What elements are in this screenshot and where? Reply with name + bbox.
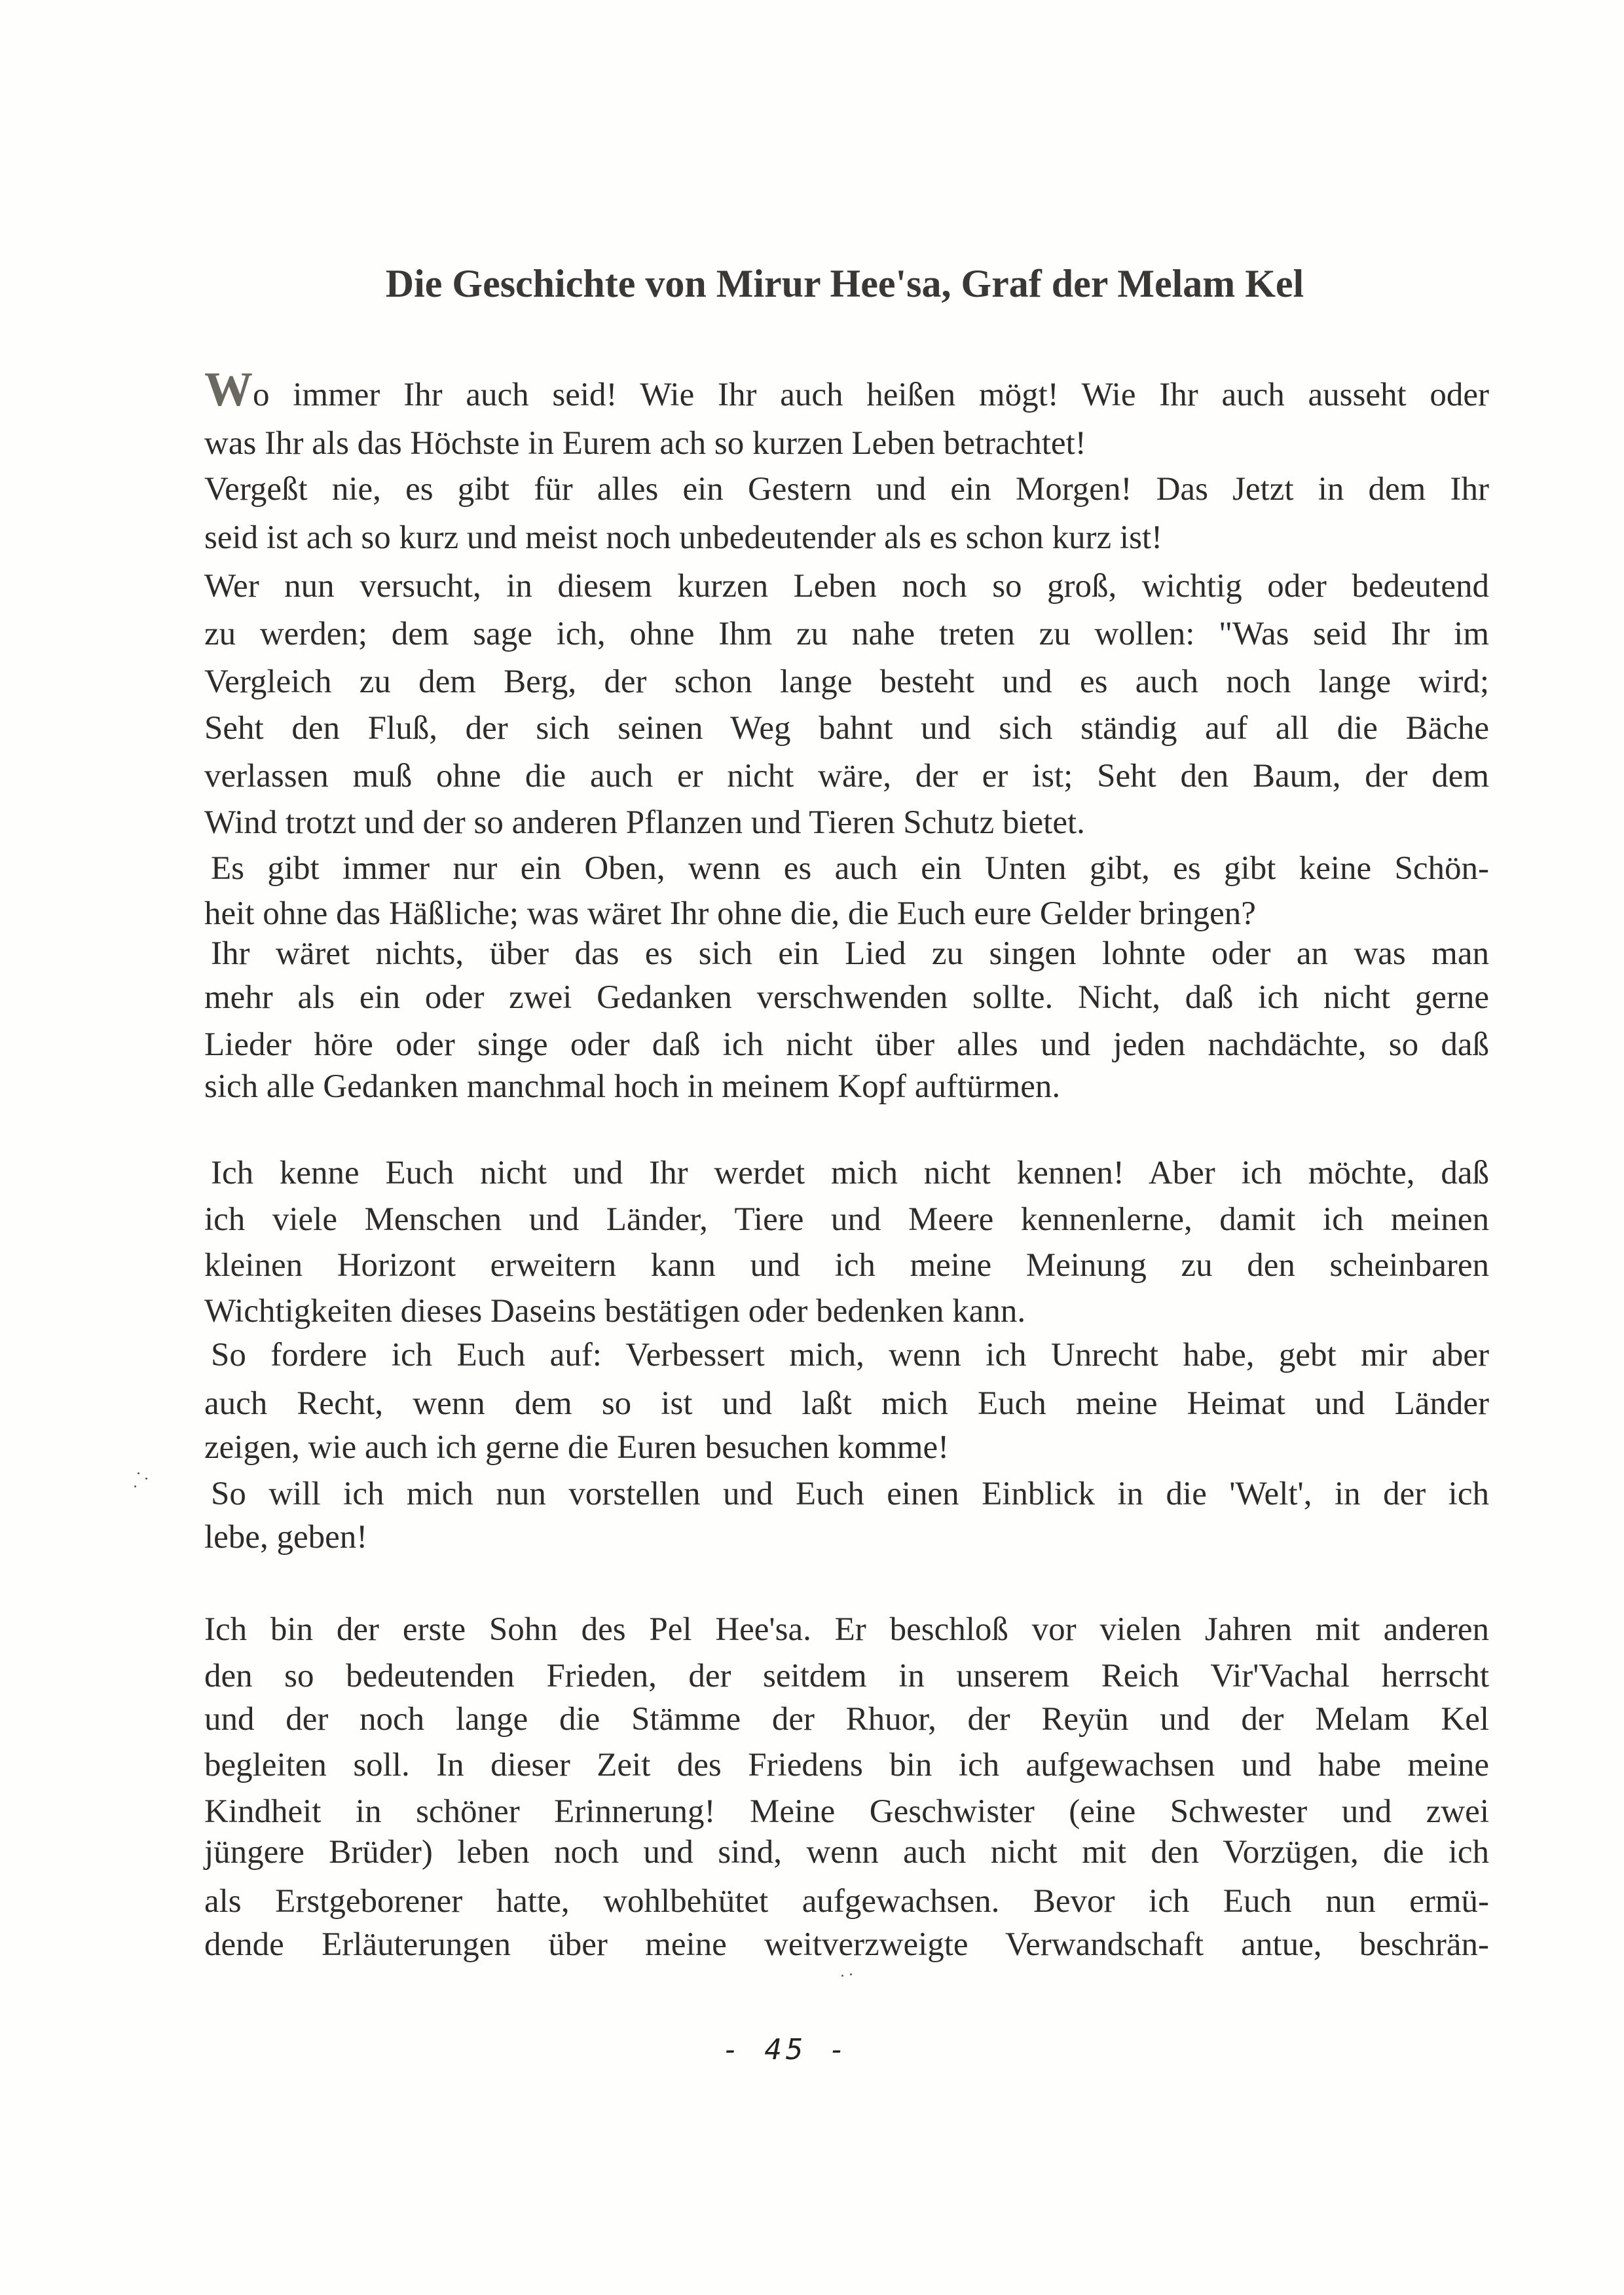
text-line: Lieder höre oder singe oder daß ich nicht über alles und jeden nachdächte, so daß [204, 1026, 1489, 1063]
text-line: zu werden; dem sage ich, ohne Ihm zu nahe treten zu wollen: "Was seid Ihr im [204, 616, 1489, 652]
text-line: Ihr wäret nichts, über das es sich ein Lied zu singen lohnte oder an was man [211, 935, 1489, 972]
text-line: den so bedeutenden Frieden, der seitdem in unserem Reich Vir'Vachal herrscht [204, 1658, 1489, 1694]
text-line: Seht den Fluß, der sich seinen Weg bahnt und sich ständig auf all die Bäche [204, 710, 1489, 747]
text-line: was Ihr als das Höchste in Eurem ach so kurzen Leben betrachtet! [204, 425, 1086, 462]
text-line: So will ich mich nun vorstellen und Euch einen Einblick in die 'Welt', in der ich [211, 1476, 1489, 1512]
text-line: ich viele Menschen und Länder, Tiere und Meere kennenlerne, damit ich meinen [204, 1201, 1489, 1238]
text-line: auch Recht, wenn dem so ist und laßt mich Euch meine Heimat und Länder [204, 1385, 1489, 1422]
drop-cap: W [204, 363, 253, 417]
scan-speck [134, 1485, 136, 1487]
text-line: So fordere ich Euch auf: Verbessert mich, wenn ich Unrecht habe, gebt mir aber [211, 1337, 1489, 1373]
text-line: Ich kenne Euch nicht und Ihr werdet mich nicht kennen! Aber ich möchte, daß [211, 1155, 1489, 1191]
first-line-text: o immer Ihr auch seid! Wie Ihr auch heißen mögt! Wie Ihr auch ausseht oder [253, 377, 1489, 413]
text-line: sich alle Gedanken manchmal hoch in meinem Kopf auftürmen. [204, 1068, 1061, 1105]
text-line: Kindheit in schöner Erinnerung! Meine Geschwister (eine Schwester und zwei [204, 1793, 1489, 1830]
text-line: zeigen, wie auch ich gerne die Euren besuchen komme! [204, 1429, 950, 1466]
scan-speck [138, 1472, 139, 1474]
text-line: verlassen muß ohne die auch er nicht wäre, der er ist; Seht den Baum, der dem [204, 758, 1489, 794]
text-line: kleinen Horizont erweitern kann und ich meine Meinung zu den scheinbaren [204, 1247, 1489, 1284]
text-line: als Erstgeborener hatte, wohlbehütet aufgewachsen. Bevor ich Euch nun ermü- [204, 1883, 1489, 1920]
text-line: Es gibt immer nur ein Oben, wenn es auch ein Unten gibt, es gibt keine Schön- [211, 850, 1489, 887]
text-line: lebe, geben! [204, 1519, 368, 1556]
text-line: Vergleich zu dem Berg, der schon lange besteht und es auch noch lange wird; [204, 663, 1489, 700]
text-line: dende Erläuterungen über meine weitverzweigte Verwandschaft antue, beschrän- [204, 1926, 1489, 1963]
text-line: Wer nun versucht, in diesem kurzen Leben noch so groß, wichtig oder bedeutend [204, 568, 1489, 605]
scan-speck [145, 1478, 147, 1480]
text-line: heit ohne das Häßliche; was wäret Ihr ohne die, die Euch eure Gelder bringen? [204, 895, 1256, 932]
text-line [204, 363, 1489, 417]
text-line: Wind trotzt und der so anderen Pflanzen und Tieren Schutz bietet. [204, 804, 1085, 841]
text-line: seid ist ach so kurz und meist noch unbedeutender als es schon kurz ist! [204, 519, 1163, 556]
text-line: Vergeßt nie, es gibt für alles ein Gestern und ein Morgen! Das Jetzt in dem Ihr [204, 471, 1489, 508]
text-line: jüngere Brüder) leben noch und sind, wenn auch nicht mit den Vorzügen, die ich [204, 1834, 1489, 1871]
text-line: Wichtigkeiten dieses Daseins bestätigen oder bedenken kann. [204, 1293, 1026, 1330]
scan-speck [841, 1975, 843, 1977]
page-number: - 45 - [722, 2033, 850, 2066]
page-title: Die Geschichte von Mirur Hee'sa, Graf der Melam Kel [385, 262, 1304, 305]
scan-speck [850, 1973, 852, 1975]
text-line: begleiten soll. In dieser Zeit des Friedens bin ich aufgewachsen und habe meine [204, 1747, 1489, 1783]
text-line: und der noch lange die Stämme der Rhuor, der Reyün und der Melam Kel [204, 1701, 1489, 1738]
text-line: Ich bin der erste Sohn des Pel Hee'sa. Er beschloß vor vielen Jahren mit anderen [204, 1611, 1489, 1648]
text-line: mehr als ein oder zwei Gedanken verschwenden sollte. Nicht, daß ich nicht gerne [204, 979, 1489, 1016]
